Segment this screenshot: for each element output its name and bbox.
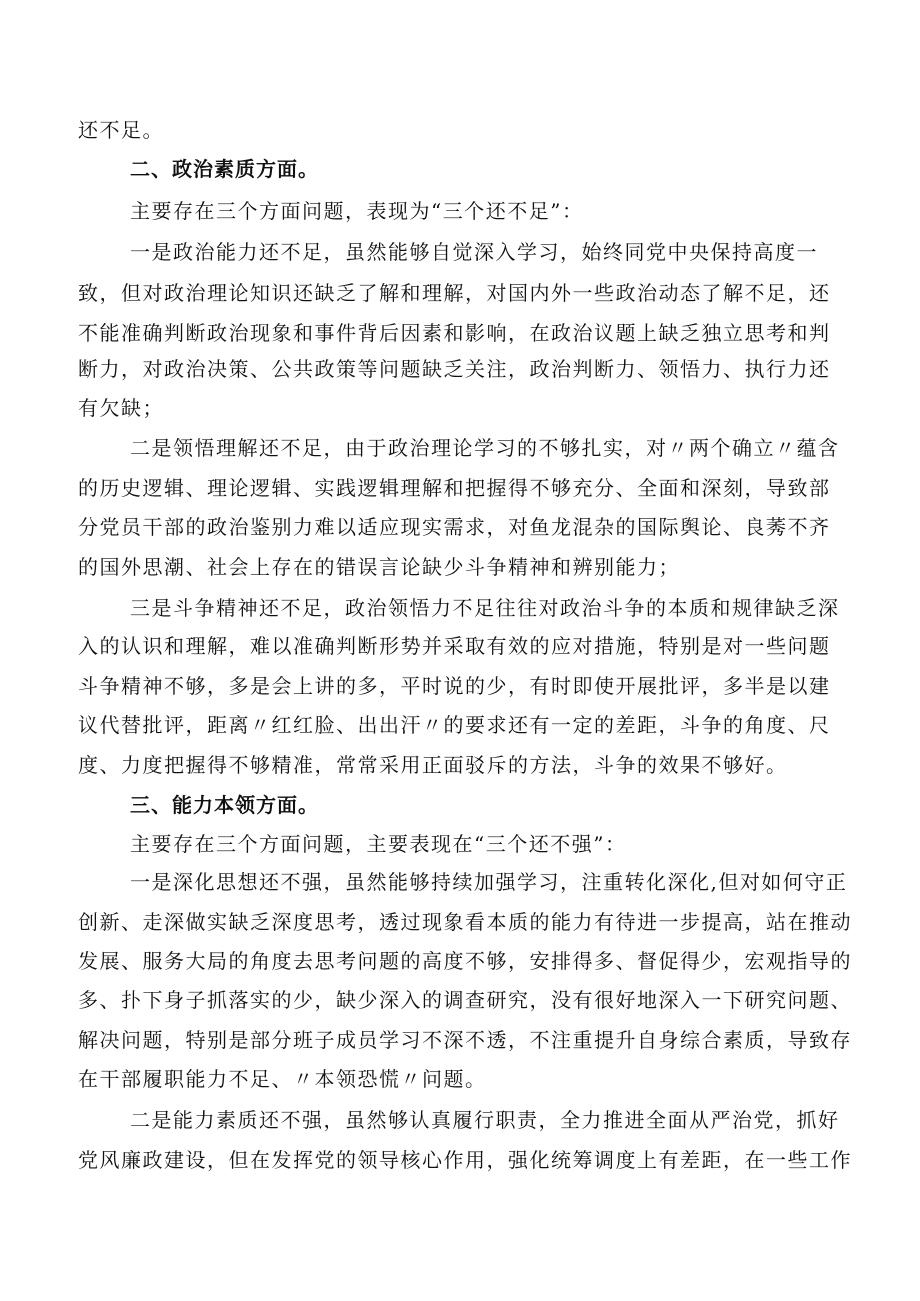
- text-line: 入的认识和理解，难以准确判断形势并采取有效的应对措施，特别是对一些问题: [78, 634, 831, 658]
- text-line: 主要存在三个方面问题，表现为“三个还不足”：: [130, 199, 584, 223]
- text-line: 不能准确判断政治现象和事件背后因素和影响，在政治议题上缺乏独立思考和判: [78, 321, 831, 345]
- text-line: 断力，对政治决策、公共政策等问题缺乏关注，政治判断力、领悟力、执行力还: [78, 357, 831, 381]
- text-line: 议代替批评，距离〃红红脸、出出汗〃的要求还有一定的差距，斗争的角度、尺: [78, 713, 831, 737]
- text-line: 斗争精神不够，多是会上讲的多，平时说的少，有时即使开展批评，多半是以建: [78, 674, 831, 698]
- text-line: 主要存在三个方面问题，主要表现在“三个还不强”：: [130, 832, 627, 856]
- text-line: 党风廉政建设，但在发挥党的领导核心作用，强化统筹调度上有差距，在一些工作: [78, 1148, 852, 1172]
- text-line: 二是能力素质还不强，虽然够认真履行职责，全力推进全面从严治党，抓好: [130, 1108, 840, 1132]
- text-line: 致，但对政治理论知识还缺乏了解和理解，对国内外一些政治动态了解不足，还: [78, 281, 831, 305]
- text-line: 多、扑下身子抓落实的少，缺少深入的调查研究，没有很好地深入一下研究问题、: [78, 988, 852, 1012]
- text-line: 二是领悟理解还不足，由于政治理论学习的不够扎实，对〃两个确立〃蕴含: [130, 436, 840, 460]
- text-line: 度、力度把握得不够精准，常常采用正面驳斥的方法，斗争的效果不够好。: [78, 753, 788, 777]
- text-line: 分党员干部的政治鉴别力难以适应现实需求，对鱼龙混杂的国际舆论、良莠不齐: [78, 515, 831, 539]
- text-line: 的国外思潮、社会上存在的错误言论缺少斗争精神和辨别能力；: [78, 555, 680, 579]
- text-line: 还不足。: [78, 118, 164, 142]
- text-line: 一是深化思想还不强，虽然能够持续加强学习，注重转化深化,但对如何守正: [130, 870, 848, 894]
- section-heading-political: 二、政治素质方面。: [130, 157, 319, 181]
- text-line: 解决问题，特别是部分班子成员学习不深不透，不注重提升自身综合素质，导致存: [78, 1028, 852, 1052]
- section-heading-ability: 三、能力本领方面。: [130, 793, 319, 817]
- text-line: 在干部履职能力不足、〃本领恐慌〃问题。: [78, 1067, 487, 1091]
- text-line: 创新、走深做实缺乏深度思考，透过现象看本质的能力有待进一步提高，站在推动: [78, 910, 852, 934]
- text-line: 有欠缺；: [78, 396, 164, 420]
- text-line: 发展、服务大局的角度去思考问题的高度不够，安排得多、督促得少，宏观指导的: [78, 949, 852, 973]
- text-line: 一是政治能力还不足，虽然能够自觉深入学习，始终同党中央保持高度一: [130, 240, 818, 264]
- text-line: 的历史逻辑、理论逻辑、实践逻辑理解和把握得不够充分、全面和深刻，导致部: [78, 476, 831, 500]
- text-line: 三是斗争精神还不足，政治领悟力不足往往对政治斗争的本质和规律缺乏深: [130, 596, 840, 620]
